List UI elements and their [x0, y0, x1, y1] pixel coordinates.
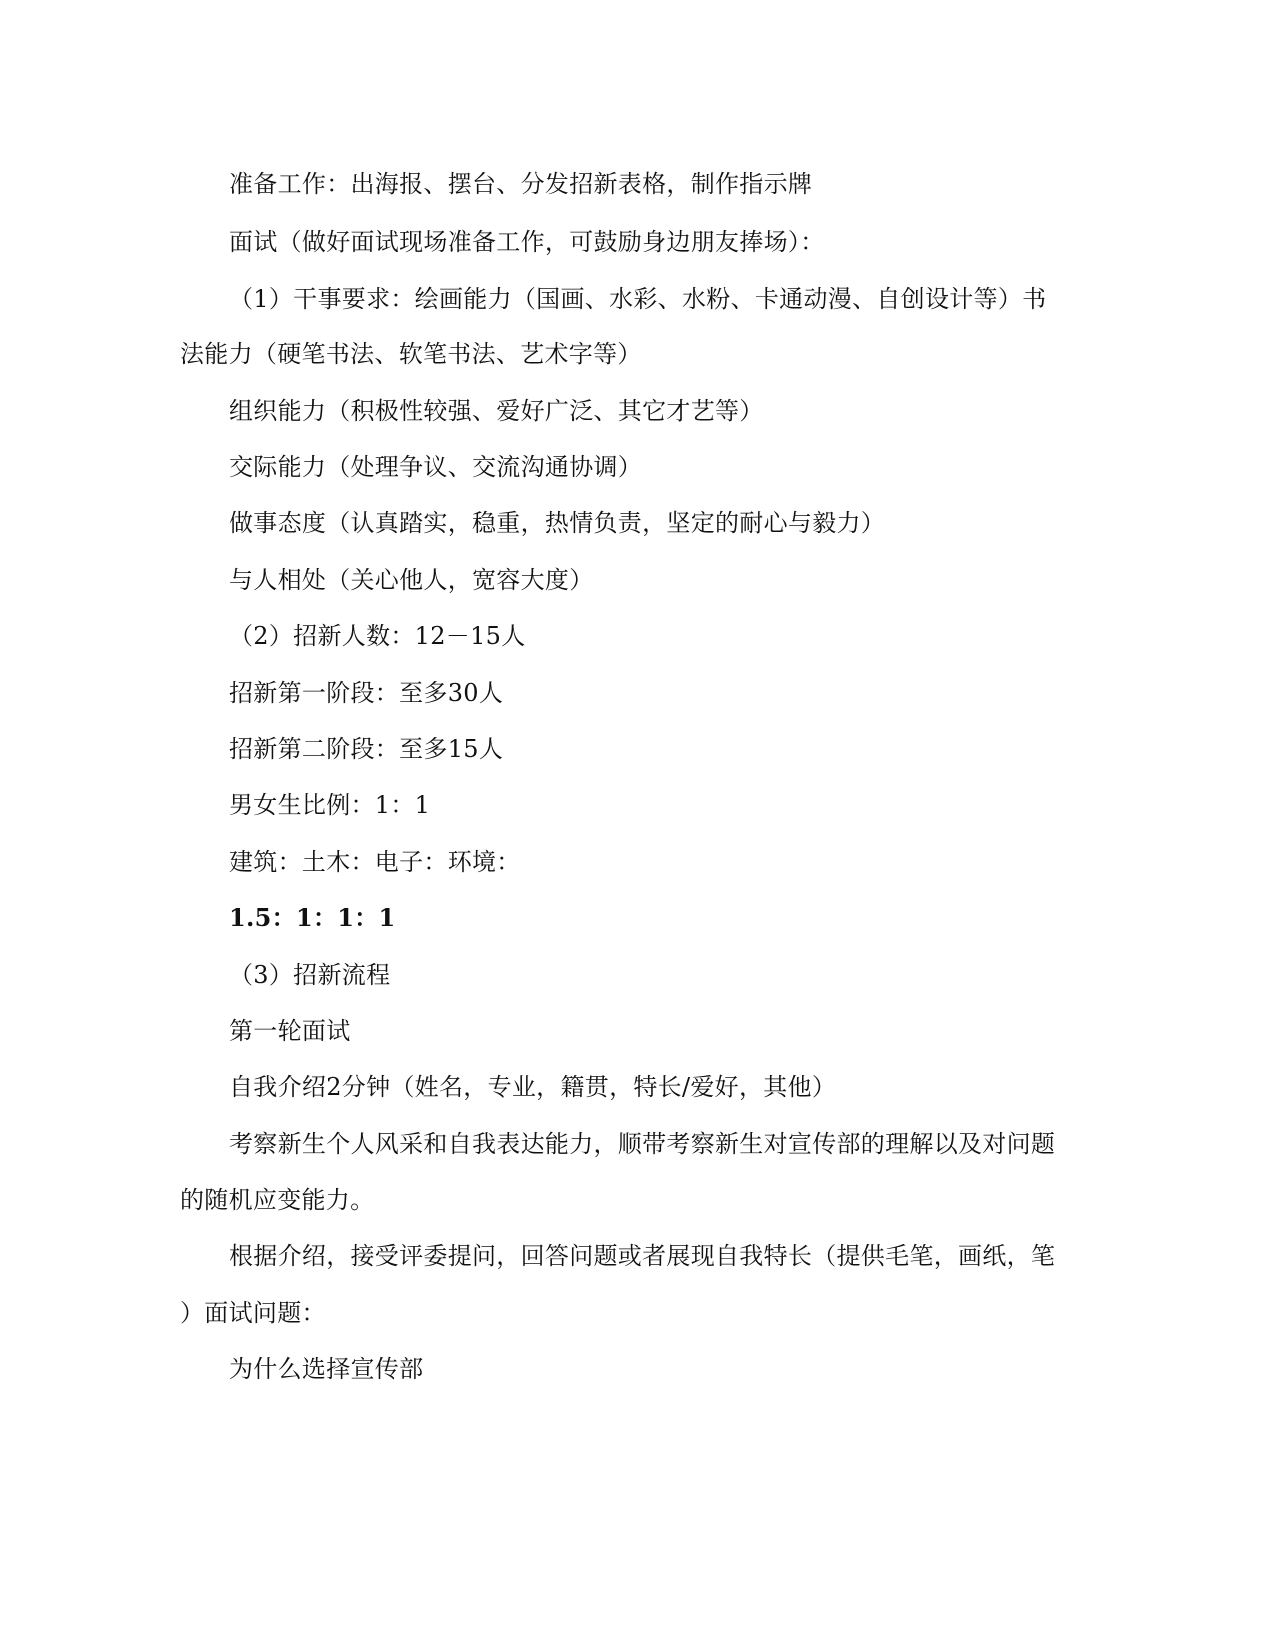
- text-line-assessment: 考察新生个人风采和自我表达能力，顺带考察新生对宣传部的理解以及对问题: [229, 1130, 1056, 1158]
- text-line-questions-cont: ）面试问题：: [180, 1299, 326, 1327]
- text-line-questions: 根据介绍，接受评委提问，回答问题或者展现自我特长（提供毛笔，画纸，笔: [229, 1242, 1056, 1270]
- text-line-relations: 与人相处（关心他人，宽容大度）: [229, 566, 594, 594]
- text-line-requirements-cont: 法能力（硬笔书法、软笔书法、艺术字等）: [180, 340, 642, 368]
- text-line-assessment-cont: 的随机应变能力。: [180, 1186, 375, 1214]
- text-line-major-ratio: 1.5：1：1：1: [229, 903, 396, 932]
- text-line-attitude: 做事态度（认真踏实，稳重，热情负责，坚定的耐心与毅力）: [229, 509, 886, 537]
- text-line-preparation: 准备工作：出海报、摆台、分发招新表格，制作指示牌: [229, 170, 813, 198]
- text-line-requirements: （1）干事要求：绘画能力（国画、水彩、水粉、卡通动漫、自创设计等）书: [229, 285, 1047, 313]
- text-line-communication: 交际能力（处理争议、交流沟通协调）: [229, 453, 643, 481]
- text-line-stage-two: 招新第二阶段：至多15人: [229, 735, 504, 763]
- text-line-why-publicity: 为什么选择宣传部: [229, 1355, 424, 1383]
- text-line-organization: 组织能力（积极性较强、爱好广泛、其它才艺等）: [229, 397, 764, 425]
- text-line-majors: 建筑：土木：电子：环境：: [229, 848, 521, 876]
- text-line-gender-ratio: 男女生比例：1：1: [229, 791, 431, 819]
- text-line-self-intro: 自我介绍2分钟（姓名，专业，籍贯，特长/爱好，其他）: [229, 1073, 837, 1101]
- text-line-round-one: 第一轮面试: [229, 1017, 351, 1045]
- text-line-interview: 面试（做好面试现场准备工作，可鼓励身边朋友捧场）：: [229, 228, 825, 256]
- text-line-stage-one: 招新第一阶段：至多30人: [229, 679, 504, 707]
- text-line-headcount: （2）招新人数：12－15人: [229, 622, 526, 650]
- text-line-process: （3）招新流程: [229, 961, 391, 989]
